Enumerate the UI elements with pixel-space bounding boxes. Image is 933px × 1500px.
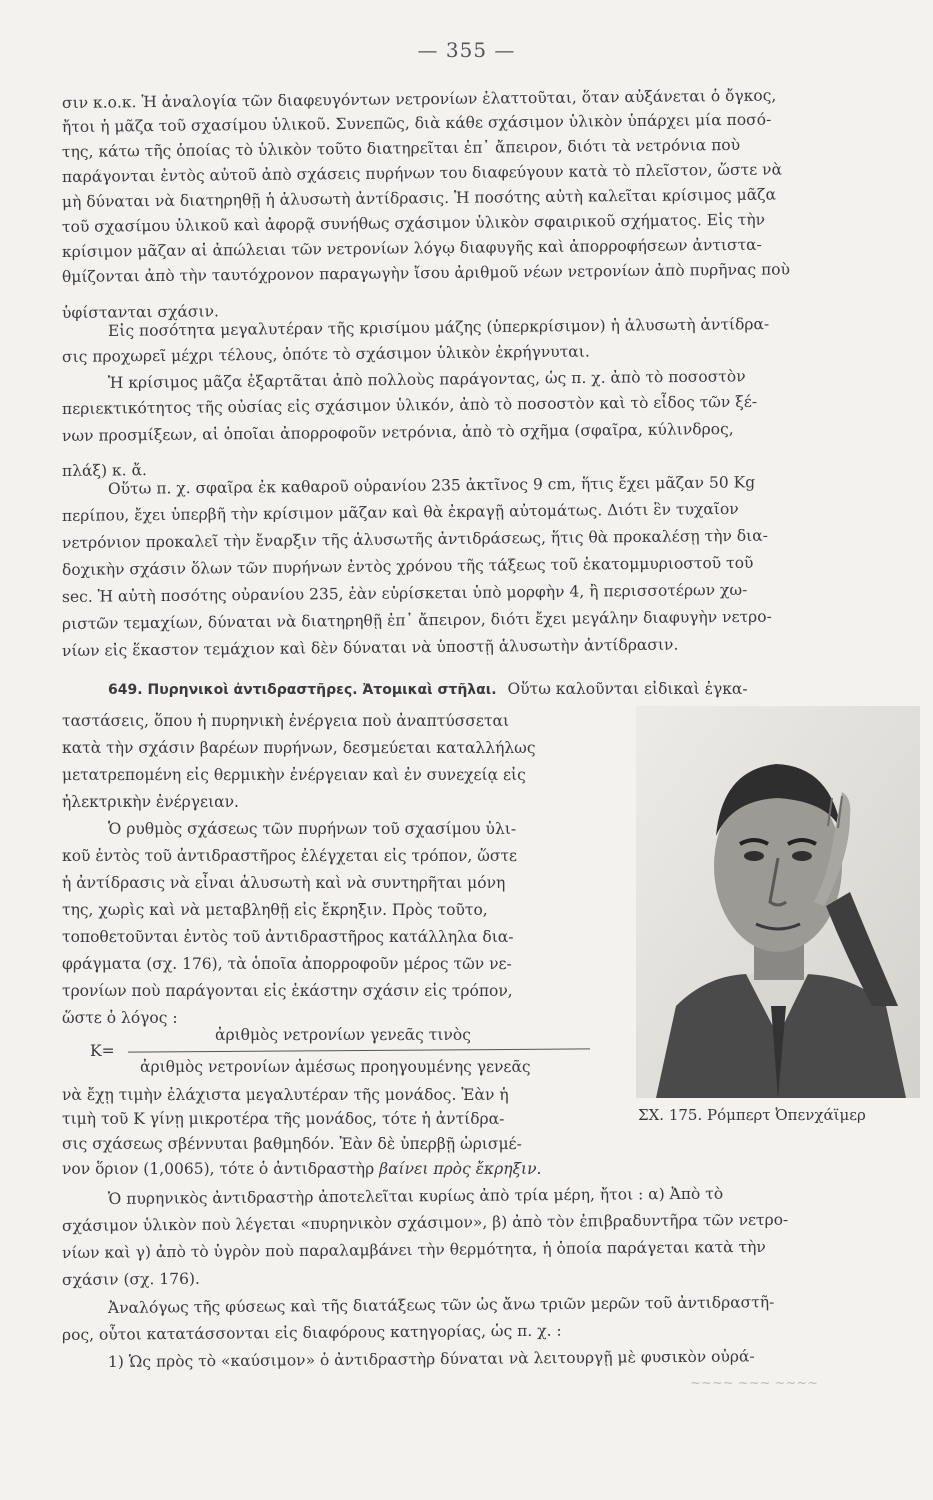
text-line: νίων εἰς ἕκαστον τεμάχιον καὶ δὲν δύναται νὰ ὑποστῇ ἁλυσωτὴν ἀντίδρασιν. [61,635,679,660]
text-line: παράγονται ἐντὸς αὐτοῦ ἀπὸ σχάσεις πυρήνων του διαφεύγουν κατὰ τὸ πλεῖστον, ὥστε νὰ [61,160,783,186]
text-line: σχάσιν (σχ. 176). [61,1269,200,1289]
text-line: κοῦ ἐντὸς τοῦ ἀντιδραστῆρος ἐλέγχεται εἰς τρόπον, ὥστε [62,847,518,865]
last-line-text: νον ὅριον (1,0065), τότε ὁ ἀντιδραστὴρ [62,1160,380,1178]
text-line: μὴ δύναται νὰ διατηρηθῇ ἡ ἁλυσωτὴ ἀντίδρασις. Ἡ ποσότης αὐτὴ καλεῖται κρίσιμος μᾶζα [61,185,777,211]
text-line: φράγματα (σχ. 176), τὰ ὁποῖα ἀπορροφοῦν μέρος τῶν νε- [62,955,512,973]
portrait-photo [636,706,920,1098]
text-line: θμίζονται ἀπὸ τὴν ταυτόχρονον παραγωγὴν ἴσου ἀριθμοῦ νέων νετρονίων ἀπὸ πυρῆνας ποὺ [61,260,791,286]
figure-caption: ΣΧ. 175. Ρόμπερτ Ὀπενχάϊμερ [638,1106,866,1124]
text-line: περιεκτικότητος τῆς οὐσίας εἰς σχάσιμον ὑλικόν, ἀπὸ τὸ ποσοστὸν καὶ τὸ εἶδος τῶν ξέ- [61,392,758,418]
section-lead: Οὕτω καλοῦνται εἰδικαὶ ἐγκα- [507,680,748,698]
text-line: νετρόνιον προκαλεῖ τὴν ἔναρξιν τῆς ἁλυσωτῆς ἀντιδράσεως, ἥτις θὰ προκαλέσῃ τὴν δια- [61,526,768,552]
text-line: ὑφίστανται σχάσιν. [61,302,219,322]
text-line: Εἰς ποσότητα μεγαλυτέραν τῆς κρισίμου μάζης (ὑπερκρίσιμον) ἡ ἁλυσωτὴ ἀντίδρα- [107,315,770,340]
text-line: τρονίων ποὺ παράγονται εἰς ἑκάστην σχάσιν εἰς τρόπον, [62,982,513,1000]
text-line: μετατρεπομένη εἰς θερμικὴν ἐνέργειαν καὶ ἐν συνεχείᾳ εἰς [62,766,526,784]
formula-lhs: K= [90,1042,115,1060]
text-line: Ἡ κρίσιμος μᾶζα ἐξαρτᾶται ἀπὸ πολλοὺς παράγοντας, ὡς π. χ. ἀπὸ τὸ ποσοστὸν [107,367,746,392]
text-line [62,1160,541,1178]
portrait-illustration [636,706,920,1098]
text-line: σις σχάσεως σβέννυται βαθμηδόν. Ἐὰν δὲ ὑπερβῇ ὡρισμέ- [62,1135,522,1153]
text-line: ἠλεκτρικὴν ἐνέργειαν. [62,793,239,811]
text-line: Ὁ πυρηνικὸς ἀντιδραστὴρ ἀποτελεῖται κυρίως ἀπὸ τρία μέρη, ἤτοι : α) Ἀπὸ τὸ [107,1184,724,1208]
formula-numerator: ἀριθμὸς νετρονίων γενεᾶς τινὸς [215,1026,471,1044]
section-number: 649. [108,682,143,698]
text-line: σχάσιμον ὑλικὸν ποὺ λέγεται «πυρηνικὸν σχάσιμον», β) ἀπὸ τὸν ἐπιβραδυντῆρα τῶν νετρο- [61,1210,789,1235]
text-line: ρος, οὗτοι κατατάσσονται εἰς διαφόρους κατηγορίας, ὡς π. χ. : [61,1321,562,1344]
text-line: περίπου, ἔχει ὑπερβῆ τὴν κρίσιμον μᾶζαν καὶ θὰ ἐκραγῇ αὐτομάτως. Διότι ἓν τυχαῖον [61,499,739,525]
text-line: ριστῶν τεμαχίων, δύναται νὰ διατηρηθῇ ἐπ᾿ ἄπειρον, διότι ἔχει μεγάλην διαφυγὴν νετρο- [61,607,772,633]
text-line: sec. Ἡ αὐτὴ ποσότης οὐρανίου 235, ἐὰν εὑρίσκεται ὑπὸ μορφὴν 4, ἢ περισσοτέρων χω- [61,580,748,606]
text-line: Ὁ ρυθμὸς σχάσεως τῶν πυρήνων τοῦ σχασίμου ὑλι- [108,820,517,838]
text-line: νων προσμίξεων, αἱ ὁποῖαι ἀπορροφοῦν νετρόνια, ἀπὸ τὸ σχῆμα (σφαῖρα, κύλινδρος, [61,419,734,445]
text-line: ταστάσεις, ὅπου ἡ πυρηνικὴ ἐνέργεια ποὺ ἀναπτύσσεται [62,712,510,730]
text-line: ἤτοι ἡ μᾶζα τοῦ σχασίμου ὑλικοῦ. Συνεπῶς, διὰ κάθε σχάσιμον ὑλικὸν ὑπάρχει μία ποσό- [61,110,772,136]
text-line: τοποθετοῦνται ἐντὸς τοῦ ἀντιδραστῆρος κατάλληλα δια- [62,928,514,946]
bleed-through-text: ~~~~ ~~~ ~~~~ [690,1375,819,1390]
text-line: κατὰ τὴν σχάσιν βαρέων πυρήνων, δεσμεύεται καταλλήλως [62,739,536,757]
text-line: της, κάτω τῆς ὁποίας τὸ ὑλικὸν τοῦτο διατηρεῖται ἐπ᾿ ἄπειρον, διότι τὰ νετρόνια ποὺ [61,135,741,161]
formula-denominator: ἀριθμὸς νετρονίων ἀμέσως προηγουμένης γενεᾶς [140,1058,531,1076]
section-heading [108,680,748,698]
text-line: νὰ ἔχῃ τιμὴν ἐλάχιστα μεγαλυτέραν τῆς μονάδος. Ἐὰν ἡ [62,1086,509,1104]
text-line: ὥστε ὁ λόγος : [62,1009,178,1027]
text-line: τιμὴ τοῦ K γίνῃ μικροτέρα τῆς μονάδος, τότε ἡ ἀντίδρα- [62,1110,505,1128]
text-line: Ἀναλόγως τῆς φύσεως καὶ τῆς διατάξεως τῶν ὡς ἄνω τριῶν μερῶν τοῦ ἀντιδραστῆ- [107,1293,775,1317]
page-number: — 355 — [417,38,516,62]
text-line: ἡ ἀντίδρασις νὰ εἶναι ἁλυσωτὴ καὶ νὰ συντηρῆται μόνη [62,874,506,892]
text-line: της, χωρὶς καὶ νὰ μεταβληθῇ εἰς ἔκρηξιν. Πρὸς τοῦτο, [62,901,488,919]
text-line: πλάξ) κ. ἄ. [61,461,148,480]
text-line: σιν κ.ο.κ. Ἡ ἀναλογία τῶν διαφευγόντων νετρονίων ἐλαττοῦται, ὅταν αὐξάνεται ὁ ὄγκος, [61,86,777,112]
text-line: Οὕτω π. χ. σφαῖρα ἐκ καθαροῦ οὐρανίου 235 ἀκτῖνος 9 cm, ἥτις ἔχει μᾶζαν 50 Kg [107,473,756,498]
text-line: 1) Ὡς πρὸς τὸ «καύσιμον» ὁ ἀντιδραστὴρ δύναται νὰ λειτουργῇ μὲ φυσικὸν οὐρά- [107,1347,755,1371]
section-title: Πυρηνικοὶ ἀντιδραστῆρες. Ἀτομικαὶ στῆλαι. [147,682,497,698]
text-line: σις προχωρεῖ μέχρι τέλους, ὁπότε τὸ σχάσιμον ὑλικὸν ἐκρήγνυται. [61,342,590,366]
last-line-italic: βαίνει πρὸς ἔκρηξιν. [379,1160,542,1178]
fraction-bar [128,1048,590,1052]
text-line: νίων καὶ γ) ἀπὸ τὸ ὑγρὸν ποὺ παραλαμβάνει τὴν θερμότητα, ἡ ὁποία παράγεται κατὰ τὴν [61,1237,766,1262]
text-line: κρίσιμον μᾶζαν αἱ ἀπώλειαι τῶν νετρονίων λόγῳ διαφυγῆς καὶ ἀπορροφήσεων ἀντιστα- [61,235,762,261]
text-line: δοχικὴν σχάσιν ὅλων τῶν πυρήνων ἐντὸς χρόνου τῆς τάξεως τοῦ ἑκατομμυριοστοῦ τοῦ [61,553,754,579]
text-line: τοῦ σχασίμου ὑλικοῦ καὶ ἀφορᾷ συνήθως σχάσιμον ὑλικὸν σφαιρικοῦ σχήματος. Εἰς τὴν [61,210,766,236]
